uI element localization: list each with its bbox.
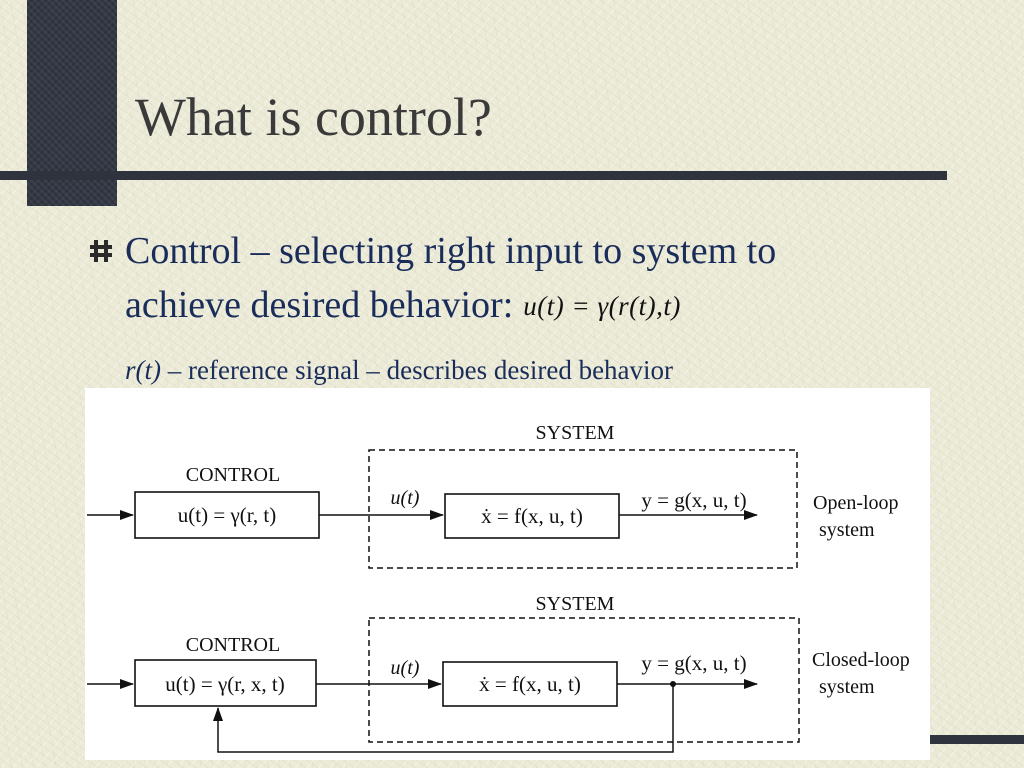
open-loop-control-label: CONTROL — [185, 464, 281, 486]
bullet-line-2-text: achieve desired behavior: — [125, 284, 514, 326]
open-loop-caption-line-1: Open-loop — [813, 492, 899, 514]
closed-loop-control-equation: u(t) = γ(r, x, t) — [165, 672, 285, 696]
footer-divider — [930, 735, 1024, 744]
closed-loop-caption-line-2: system — [819, 676, 875, 698]
reference-signal-description: – reference signal – describes desired behavior — [161, 355, 674, 385]
sub-item — [125, 355, 673, 386]
control-diagram-figure — [85, 388, 930, 760]
title-divider — [0, 171, 947, 180]
closed-loop-caption-line-1: Closed-loop — [812, 649, 910, 671]
open-loop-control-equation: u(t) = γ(r, t) — [177, 503, 277, 527]
closed-loop-output-equation: y = g(x, u, t) — [641, 651, 747, 675]
closed-loop-control-label: CONTROL — [185, 634, 281, 656]
feedback-path — [218, 684, 673, 752]
open-loop-system-label: SYSTEM — [535, 422, 615, 444]
closed-loop-system-boundary — [369, 618, 799, 742]
slide-title: What is control? — [135, 87, 492, 147]
bullet-item — [125, 224, 945, 333]
reference-signal-symbol: r(t) — [125, 355, 161, 385]
open-loop-caption-line-2: system — [819, 519, 875, 541]
bullet-line-2 — [125, 278, 945, 333]
open-loop-signal-label: u(t) — [390, 487, 420, 509]
closed-loop-system-label: SYSTEM — [535, 593, 615, 615]
control-diagram — [85, 388, 930, 760]
control-law-formula: u(t) = γ(r(t),t) — [523, 291, 681, 321]
bullet-line-1: Control – selecting right input to system to — [125, 230, 777, 272]
closed-loop-signal-label: u(t) — [390, 657, 420, 679]
closed-loop-plant-equation: ẋ = f(x, u, t) — [479, 672, 581, 696]
open-loop-plant-equation: ẋ = f(x, u, t) — [481, 504, 583, 528]
hash-bullet-icon — [88, 238, 114, 264]
open-loop-diagram — [87, 422, 899, 568]
closed-loop-diagram — [87, 593, 910, 752]
open-loop-output-equation: y = g(x, u, t) — [641, 488, 747, 512]
